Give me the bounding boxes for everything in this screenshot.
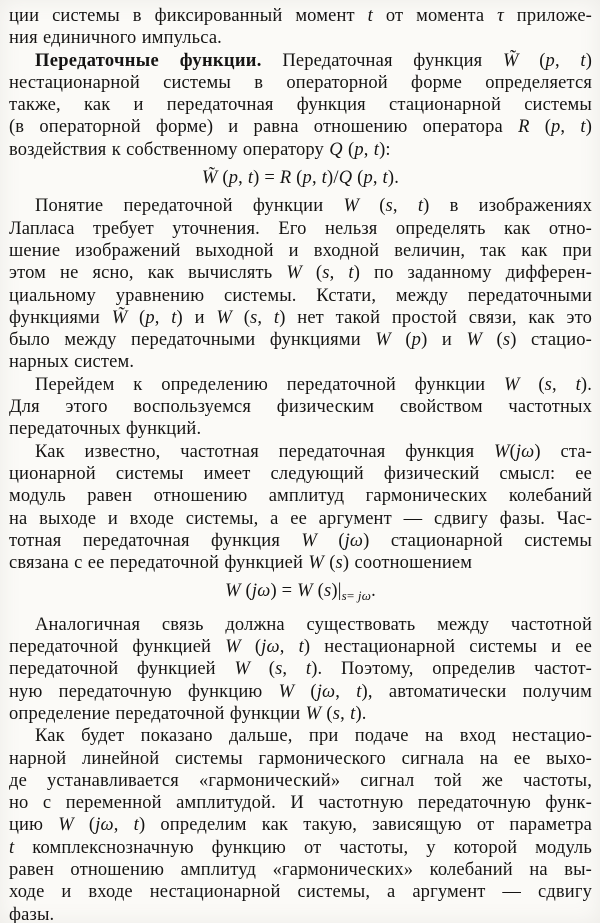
- text-line: передаточной функцией W (s, t). Поэтому, определив частот-: [9, 659, 592, 680]
- text-line: на выходе и входе системы, а ее аргумент — сдвигу фазы. Час-: [9, 508, 592, 529]
- paragraph: [9, 50, 592, 161]
- text-line: фазы.: [9, 904, 55, 923]
- paragraph: [9, 5, 592, 50]
- text-line: передаточной функцией W (jω, t) нестационарной системы и ее: [9, 637, 592, 658]
- paragraph: [9, 195, 592, 373]
- text-line: нарной линейной системы гармонического сигнала на ее выхо-: [9, 748, 592, 769]
- formula: W (jω) = W $(s)|_{s= j\omega}$.: [225, 581, 376, 604]
- paragraph: [9, 441, 592, 575]
- text-line: модуль равен отношению амплитуд гармонических колебаний: [9, 486, 592, 507]
- paragraph: [9, 374, 592, 441]
- text-line: ционарной системы имеет следующий физический смысл: ее: [9, 463, 592, 484]
- text-line: тотная передаточная функция W (jω) стационарной системы: [9, 530, 592, 551]
- text-line: ния единичного импульса.: [9, 28, 222, 49]
- text-line: Как будет показано дальше, при подаче на вход нестацио-: [35, 726, 592, 747]
- text-line: Аналогичная связь должна существовать между частотной: [35, 614, 592, 635]
- text-line: Как известно, частотная передаточная функция W(jω) ста-: [35, 441, 592, 462]
- text-line: но с переменной амплитудой. И частотную передаточную функ-: [9, 793, 592, 814]
- paragraph: [9, 725, 592, 923]
- text-line: шение изображений выходной и входной величин, так как при: [9, 240, 592, 261]
- text-line: этом не ясно, как вычислять W (s, t) по заданному дифферен-: [9, 263, 592, 284]
- text-line: определение передаточной функции W (s, t).: [9, 703, 367, 724]
- text-line: также, как и передаточная функция стационарной системы: [9, 95, 592, 116]
- text-line: нестационарной системы в операторной форме определяется: [9, 72, 592, 93]
- text-line: ходе и входе нестационарной системы, а аргумент — сдвигу: [9, 882, 592, 903]
- text-line: было между передаточными функциями W (p) и W (s) стацио-: [9, 330, 592, 351]
- text-line: связана с ее передаточной функцией W (s) соотношением: [9, 553, 473, 574]
- paragraph: [9, 614, 592, 725]
- text-line: равен отношению амплитуд «гармонических» колебаний на вы-: [9, 859, 592, 880]
- text-line: функциями W̃ (p, t) и W (s, t) нет такой простой связи, как это: [9, 307, 592, 328]
- text-line: цию W (jω, t) определим как такую, зависящую от параметра: [9, 815, 593, 836]
- text-line: воздействия к собственному оператору Q (p, t):: [9, 139, 391, 160]
- text-line: ную передаточную функцию W (jω, t), автоматически получим: [9, 681, 592, 702]
- text-column: [9, 5, 592, 923]
- text-line: передаточных функций.: [9, 419, 202, 440]
- text-line: Перейдем к определению передаточной функции W (s, t).: [35, 374, 592, 395]
- text-line: Лапласа требует уточнения. Его нельзя определять как отно-: [9, 218, 592, 239]
- text-line: Понятие передаточной функции W (s, t) в изображениях: [35, 196, 592, 217]
- text-line: Для этого воспользуемся физическим свойством частотных: [9, 397, 592, 418]
- text-line: t комплекснозначную функцию от частоты, у которой модуль: [9, 837, 592, 858]
- formula: W̃ (p, t) = R (p, t)/Q (p, t).: [201, 168, 400, 189]
- text-line: циальному уравнению системы. Кстати, между передаточными: [9, 285, 592, 306]
- text-line: Передаточные функции. Передаточная функция W̃ (p, t): [35, 50, 592, 71]
- text-line: ции системы в фиксированный момент t от момента τ приложе-: [9, 6, 592, 26]
- text-line: нарных систем.: [9, 352, 135, 373]
- text-line: (в операторной форме) и равна отношению оператора R (p, t): [9, 117, 592, 138]
- text-line: де устанавливается «гармонический» сигнал той же частоты,: [9, 770, 592, 791]
